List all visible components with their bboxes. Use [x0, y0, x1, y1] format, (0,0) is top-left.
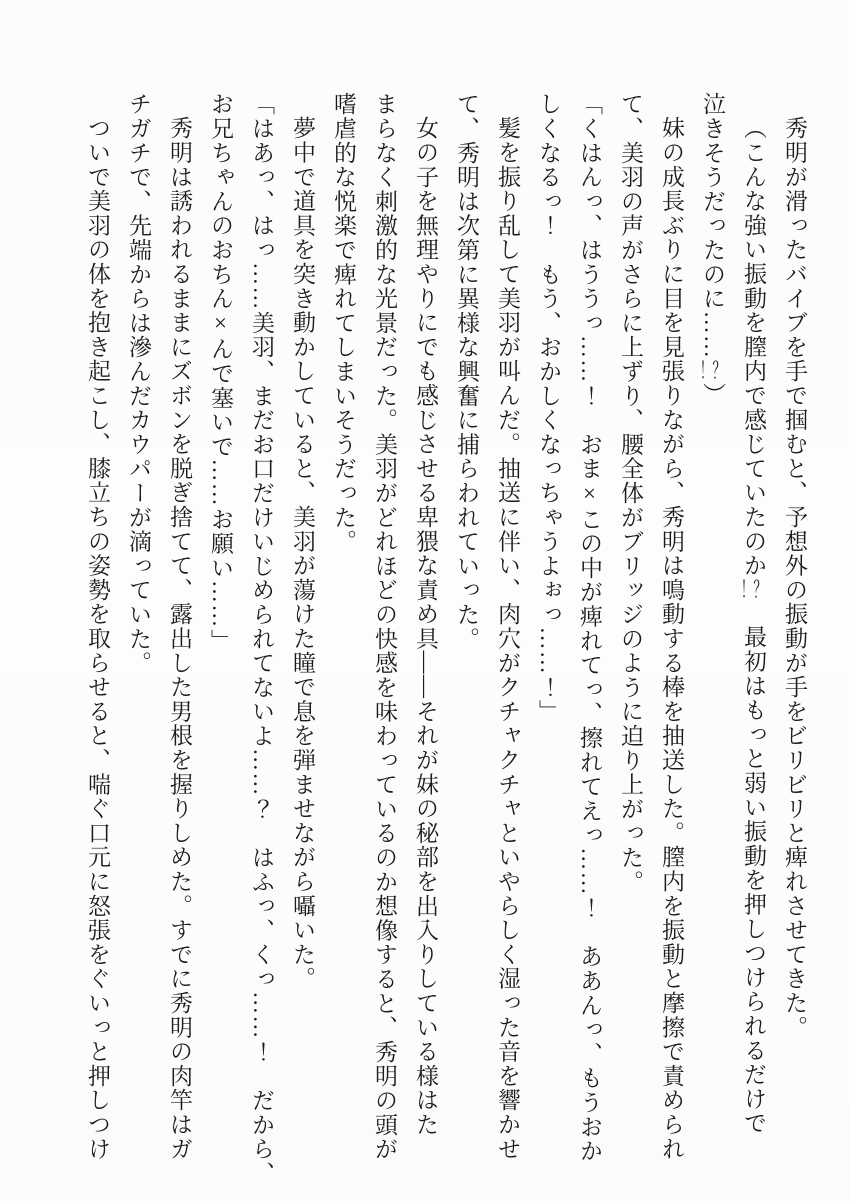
text-line: 「くはんっ、はううっ……！ おま×この中が痺れてっ、擦れてえっ……！ ああんっ、もうおか	[577, 92, 602, 1164]
text-line: 髪を振り乱して美羽が叫んだ。抽送に伴い、肉穴がクチャクチャといやらしく湿った音を響かせ	[495, 116, 520, 1161]
text-line: （こんな強い振動を膣内で感じていたのか！？ 最初はもっと弱い振動を押しつけられるだけで	[740, 116, 767, 1136]
text-line: ついで美羽の体を抱き起こし、膝立ちの姿勢を取らせると、喘ぐ口元に怒張をぐいっと押しつけ	[85, 116, 110, 1161]
text-line: まらなく刺激的な光景だった。美羽がどれほどの快感を味わっているのか想像すると、秀明の頭が	[372, 92, 397, 1162]
text-line: 嗜虐的な悦楽で痺れてしまいそうだった。	[331, 92, 356, 554]
text-line: 泣きそうだったのに……！？）	[699, 92, 726, 407]
text-line: 秀明は誘われるままにズボンを脱ぎ捨てて、露出した男根を握りしめた。すでに秀明の肉竿はガ	[167, 116, 192, 1161]
text-line: 夢中で道具を突き動かしていると、美羽が蕩けた瞳で息を弾ませながら囁いた。	[290, 116, 315, 991]
text-line: しくなるっ！ もう、おかしくなっちゃうよぉっ……！」	[536, 92, 561, 724]
text-line: チガチで、先端からは滲んだカウパーが滴っていた。	[126, 92, 151, 676]
text-line: 女の子を無理やりにでも感じさせる卑猥な責め具――それが妹の秘部を出入りしている様はた	[413, 116, 438, 1137]
text-line: て、美羽の声がさらに上ずり、腰全体がブリッジのように迫り上がった。	[618, 92, 643, 894]
text-line: て、秀明は次第に異様な興奮に捕らわれていった。	[454, 92, 479, 651]
text-line: 「はあっ、はっ……美羽、まだお口だけいじめられてないよ……？ はふっ、くっ……！ だから、	[249, 92, 274, 1186]
text-line: お兄ちゃんのおちん×んで塞いで……お願い……」	[208, 92, 233, 653]
text-line: 秀明が滑ったバイブを手で掴むと、予想外の振動が手をビリビリと痺れさせてきた。	[782, 116, 807, 1040]
text-line: 妹の成長ぶりに目を見張りながら、秀明は鳴動する棒を抽送した。膣内を振動と摩擦で責められ	[659, 116, 684, 1161]
text-columns	[77, 92, 815, 1204]
